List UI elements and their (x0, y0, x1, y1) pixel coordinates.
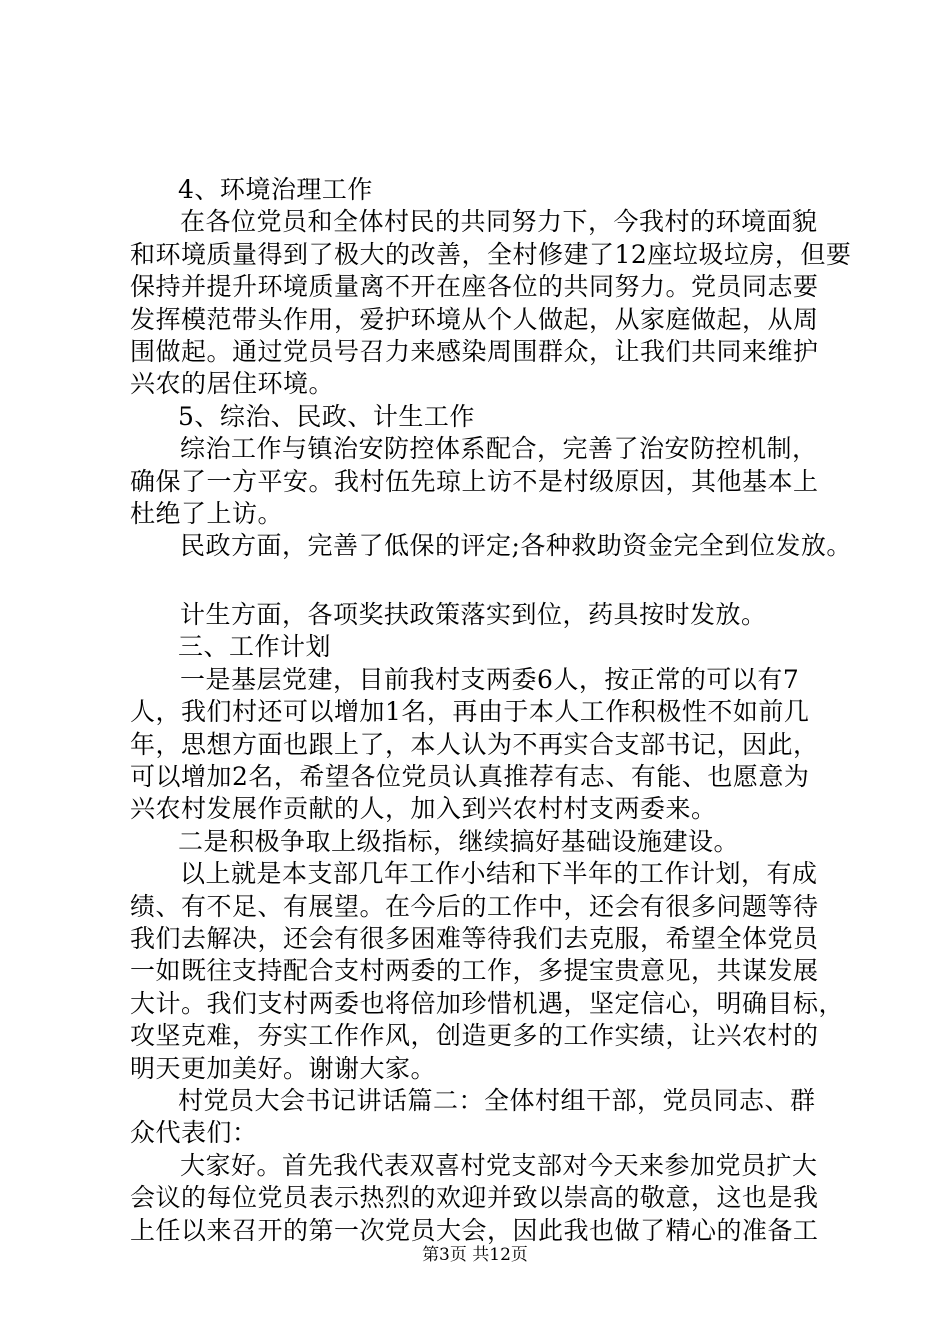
document-body (130, 174, 852, 1247)
section-title-part-two: 村党员大会书记讲话篇二：全体村组干部，党员同志、群 (178, 1085, 816, 1115)
paragraph-line: 一是基层党建，目前我村支两委6人，按正常的可以有7 (180, 664, 800, 694)
paragraph-line: 上任以来召开的第一次党员大会，因此我也做了精心的准备工 (130, 1215, 819, 1245)
paragraph-line: 兴农的居住环境。 (130, 369, 335, 399)
paragraph-line: 二是积极争取上级指标，继续搞好基础设施建设。 (178, 826, 740, 856)
paragraph-line: 绩、有不足、有展望。在今后的工作中，还会有很多问题等待 (130, 891, 819, 921)
paragraph-line: 攻坚克难，夯实工作作风，创造更多的工作实绩，让兴农村的 (130, 1021, 819, 1051)
paragraph-line: 大计。我们支村两委也将倍加珍惜机遇，坚定信心，明确目标， (130, 988, 845, 1018)
paragraph-line: 人，我们村还可以增加1名，再由于本人工作积极性不如前几 (130, 697, 810, 727)
paragraph-line: 计生方面，各项奖扶政策落实到位，药具按时发放。 (180, 599, 767, 629)
heading-work-plan: 三、工作计划 (178, 632, 332, 662)
paragraph-line: 民政方面，完善了低保的评定;各种救助资金完全到位发放。 (180, 531, 852, 561)
paragraph-line: 年，思想方面也跟上了，本人认为不再实合支部书记，因此， (130, 729, 819, 759)
paragraph-line: 在各位党员和全体村民的共同努力下，今我村的环境面貌 (180, 207, 818, 237)
paragraph-line: 综治工作与镇治安防控体系配合，完善了治安防控机制， (180, 434, 818, 464)
paragraph-line: 发挥模范带头作用，爱护环境从个人做起，从家庭做起，从周 (130, 304, 819, 334)
page-footer: 第3页 共12页 (422, 1245, 528, 1265)
paragraph-line: 大家好。首先我代表双喜村党支部对今天来参加党员扩大 (180, 1150, 818, 1180)
paragraph-line: 保持并提升环境质量离不开在座各位的共同努力。党员同志要 (130, 272, 819, 302)
paragraph-line: 一如既往支持配合支村两委的工作，多提宝贵意见，共谋发展 (130, 956, 819, 986)
paragraph-gap (130, 563, 830, 599)
heading-environment: 4、环境治理工作 (178, 175, 373, 204)
paragraph-line: 众代表们： (130, 1118, 258, 1148)
paragraph-line: 会议的每位党员表示热烈的欢迎并致以崇高的敬意，这也是我 (130, 1183, 819, 1213)
paragraph-line: 我们去解决，还会有很多困难等待我们去克服，希望全体党员 (130, 923, 819, 953)
paragraph-line: 围做起。通过党员号召力来感染周围群众，让我们共同来维护 (130, 337, 819, 367)
heading-comprehensive-governance: 5、综治、民政、计生工作 (178, 401, 475, 431)
paragraph-line: 明天更加美好。谢谢大家。 (130, 1053, 437, 1083)
paragraph-line: 以上就是本支部几年工作小结和下半年的工作计划，有成 (180, 859, 818, 889)
paragraph-line: 和环境质量得到了极大的改善，全村修建了12座垃圾垃房，但要 (130, 239, 852, 269)
paragraph-line: 可以增加2名，希望各位党员认真推荐有志、有能、也愿意为 (130, 761, 810, 791)
paragraph-line: 杜绝了上访。 (130, 499, 284, 529)
paragraph-line: 确保了一方平安。我村伍先琼上访不是村级原因，其他基本上 (130, 466, 819, 496)
paragraph-line: 兴农村发展作贡献的人，加入到兴农村村支两委来。 (130, 794, 717, 824)
